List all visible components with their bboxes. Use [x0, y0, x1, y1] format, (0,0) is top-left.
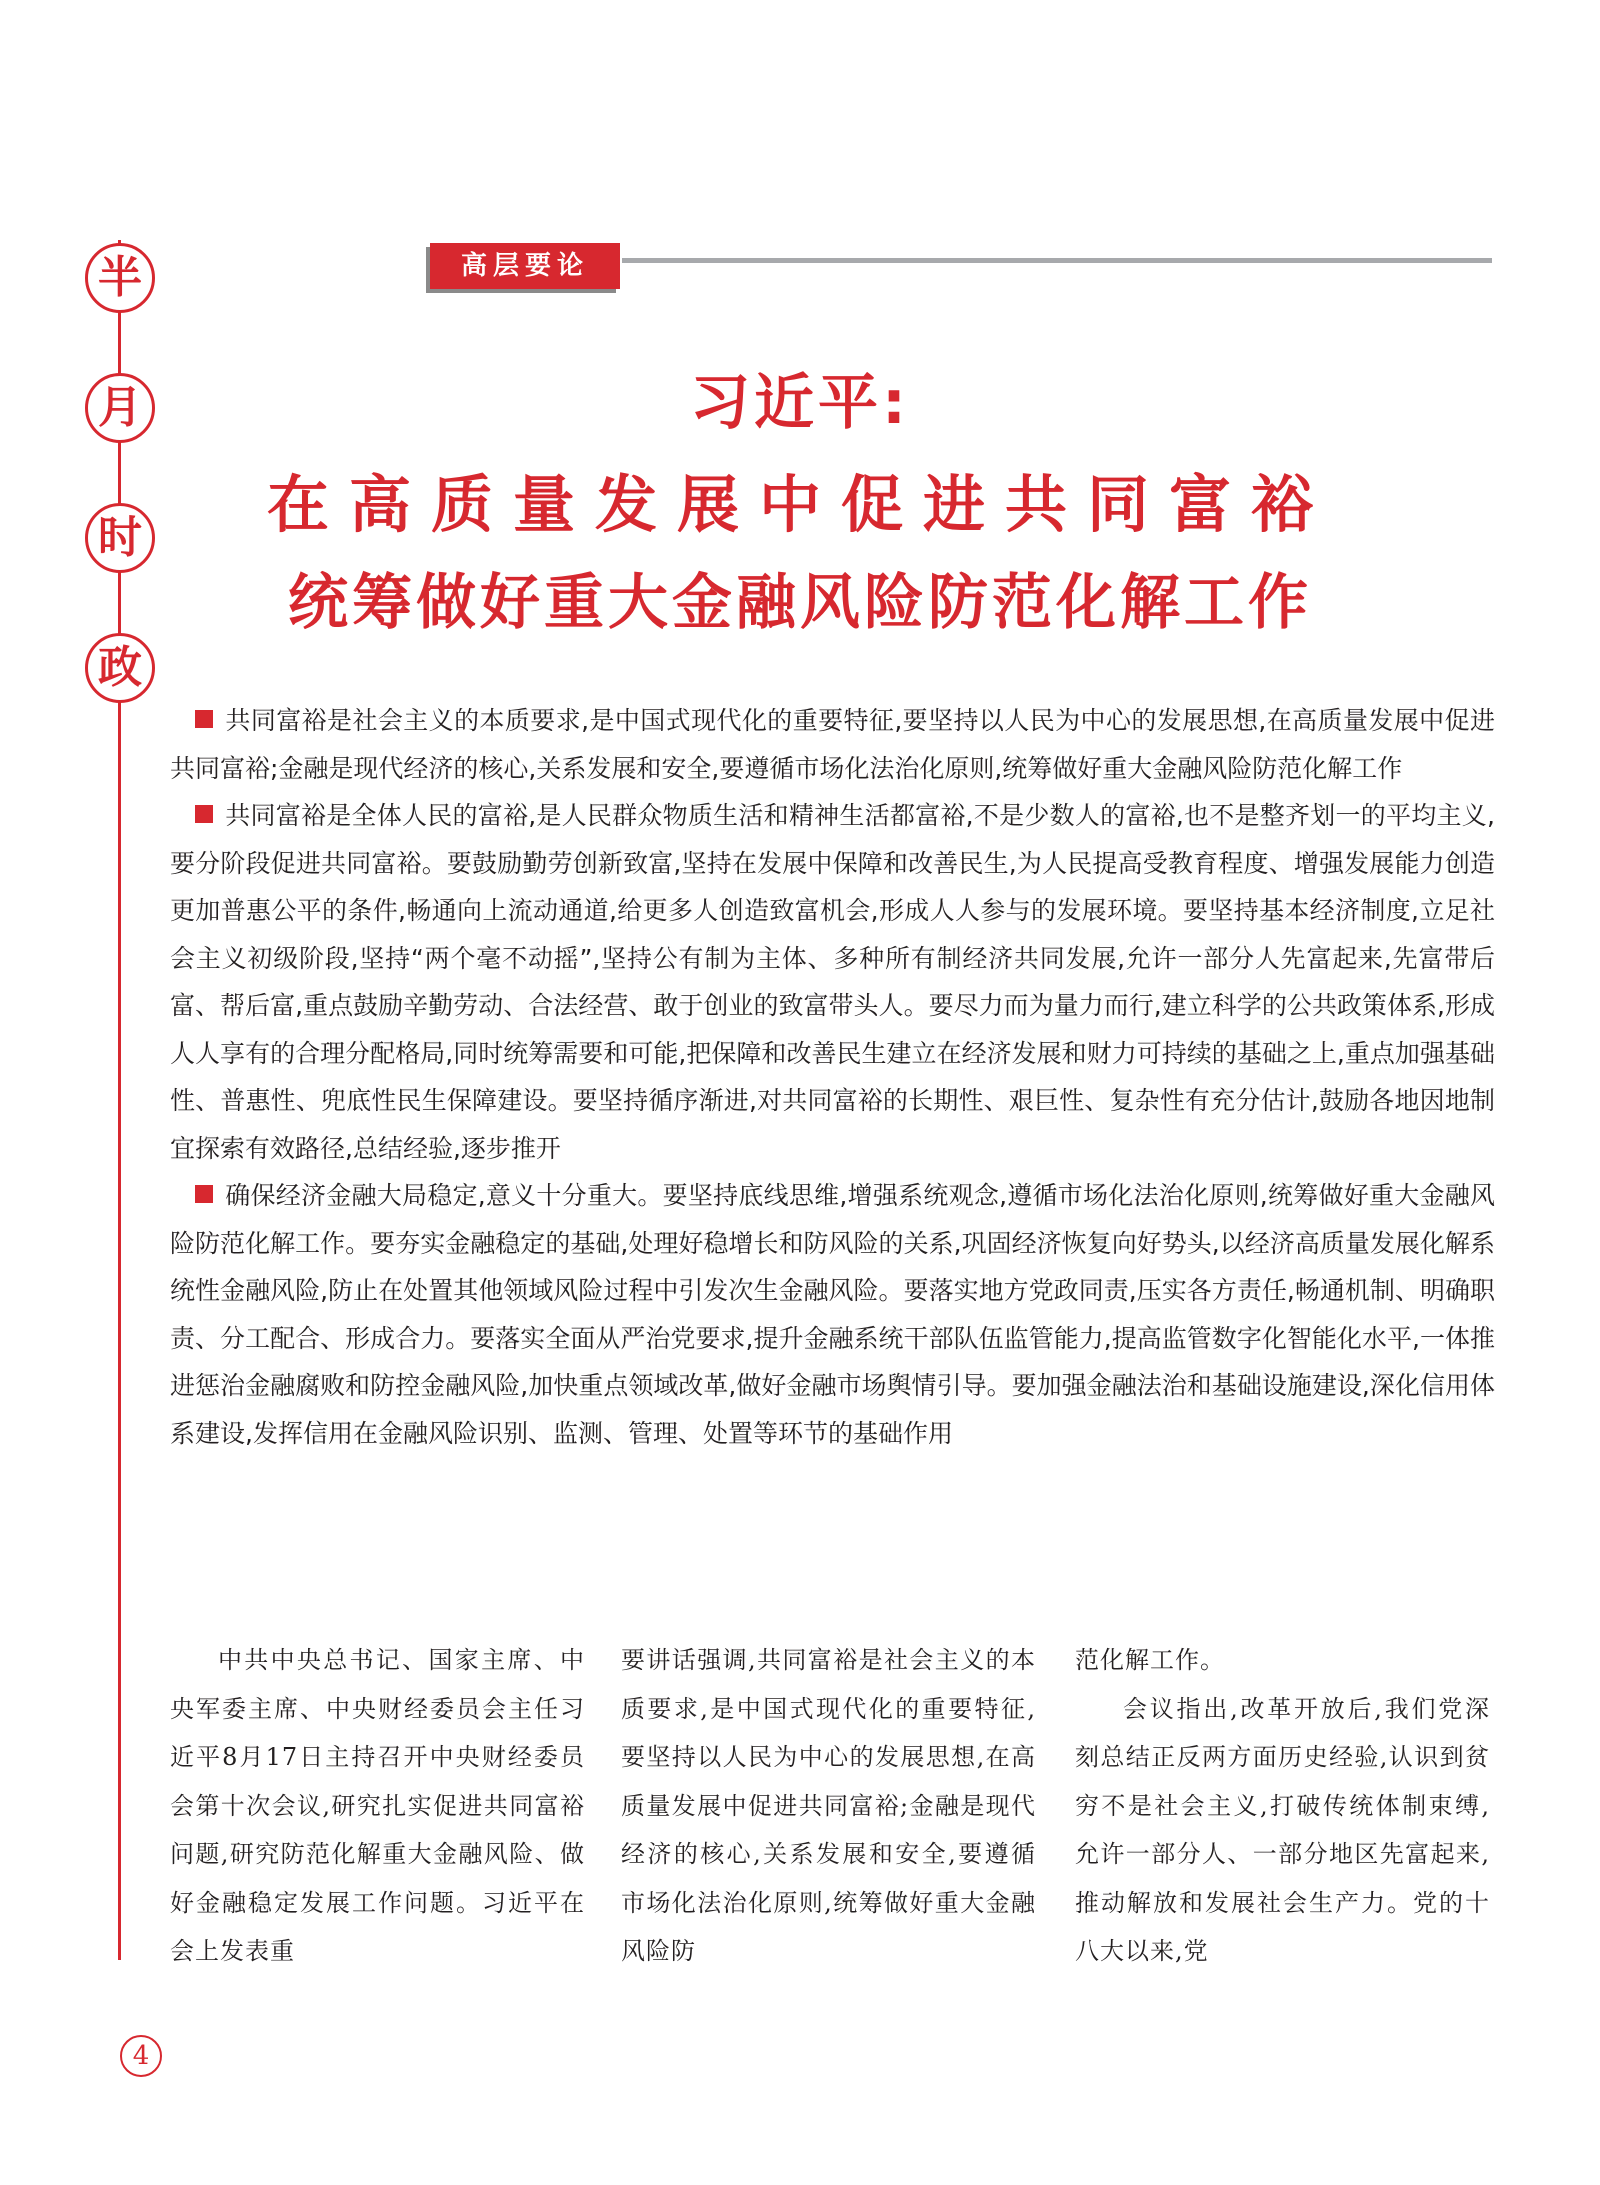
- body-paragraph: 范化解工作。: [1075, 1646, 1225, 1674]
- summary-block: [170, 697, 1495, 1457]
- body-paragraph: 中共中央总书记、国家主席、中央军委主席、中央财经委员会主任习近平8月17日主持召开中央财经委员会第十次会议,研究扎实促进共同富裕问题,研究防范化解重大金融风险、做好金融稳定发展工作问题。习近平在会上发表重: [170, 1646, 585, 1965]
- body-paragraph: 要讲话强调,共同富裕是社会主义的本质要求,是中国式现代化的重要特征,要坚持以人民为中心的发展思想,在高质量发展中促进共同富裕;金融是现代经济的核心,关系发展和安全,要遵循市场化法治化原则,统筹做好重大金融风险防: [621, 1646, 1036, 1965]
- body-column-1: [170, 1636, 585, 1976]
- summary-paragraph: 共同富裕是全体人民的富裕,是人民群众物质生活和精神生活都富裕,不是少数人的富裕,也不是整齐划一的平均主义,要分阶段促进共同富裕。要鼓励勤劳创新致富,坚持在发展中保障和改善民生,为人民提高受教育程度、增强发展能力创造更加普惠公平的条件,畅通向上流动通道,给更多人创造致富机会,形成人人参与的发展环境。要坚持基本经济制度,立足社会主义初级阶段,坚持“两个毫不动摇”,坚持公有制为主体、多种所有制经济共同发展,允许一部分人先富起来,先富带后富、帮后富,重点鼓励辛勤劳动、合法经营、敢于创业的致富带头人。要尽力而为量力而行,建立科学的公共政策体系,形成人人享有的合理分配格局,同时统筹需要和可能,把保障和改善民生建立在经济发展和财力可持续的基础之上,重点加强基础性、普惠性、兜底性民生保障建设。要坚持循序渐进,对共同富裕的长期性、艰巨性、复杂性有充分估计,鼓励各地因地制宜探索有效路径,总结经验,逐步推开: [170, 801, 1495, 1163]
- title-line-3: 统筹做好重大金融风险防范化解工作: [288, 568, 1312, 638]
- sidebar-char-zheng: 政: [85, 633, 155, 703]
- bullet-square-icon: [195, 805, 213, 823]
- sidebar-char-ban: 半: [85, 243, 155, 313]
- bullet-square-icon: [195, 710, 213, 728]
- body-column-2: [621, 1636, 1036, 1976]
- sidebar-rule: [118, 240, 121, 1960]
- title-line-2: 在高质量发展中促进共同富裕: [266, 468, 1333, 541]
- summary-paragraph: 确保经济金融大局稳定,意义十分重大。要坚持底线思维,增强系统观念,遵循市场化法治化原则,统筹做好重大金融风险防范化解工作。要夯实金融稳定的基础,处理好稳增长和防风险的关系,巩固经济恢复向好势头,以经济高质量发展化解系统性金融风险,防止在处置其他领域风险过程中引发次生金融风险。要落实地方党政同责,压实各方责任,畅通机制、明确职责、分工配合、形成合力。要落实全面从严治党要求,提升金融系统干部队伍监管能力,提高监管数字化智能化水平,一体推进惩治金融腐败和防控金融风险,加快重点领域改革,做好金融市场舆情引导。要加强金融法治和基础设施建设,深化信用体系建设,发挥信用在金融风险识别、监测、管理、处置等环节的基础作用: [170, 1181, 1495, 1448]
- page-number: 4: [120, 2035, 162, 2077]
- summary-paragraph: 共同富裕是社会主义的本质要求,是中国式现代化的重要特征,要坚持以人民为中心的发展思想,在高质量发展中促进共同富裕;金融是现代经济的核心,关系发展和安全,要遵循市场化法治化原则,统筹做好重大金融风险防范化解工作: [170, 706, 1495, 783]
- section-rule: [622, 258, 1492, 263]
- bullet-square-icon: [195, 1185, 213, 1203]
- title-line-1: 习近平:: [690, 368, 910, 438]
- body-paragraph: 会议指出,改革开放后,我们党深刻总结正反两方面历史经验,认识到贫穷不是社会主义,打破传统体制束缚,允许一部分人、一部分地区先富起来,推动解放和发展社会生产力。党的十八大以来,党: [1075, 1694, 1490, 1965]
- body-column-3: [1075, 1636, 1490, 1976]
- sidebar-char-shi: 时: [85, 503, 155, 573]
- sidebar-char-yue: 月: [85, 373, 155, 443]
- section-tag: 高层要论: [430, 243, 620, 289]
